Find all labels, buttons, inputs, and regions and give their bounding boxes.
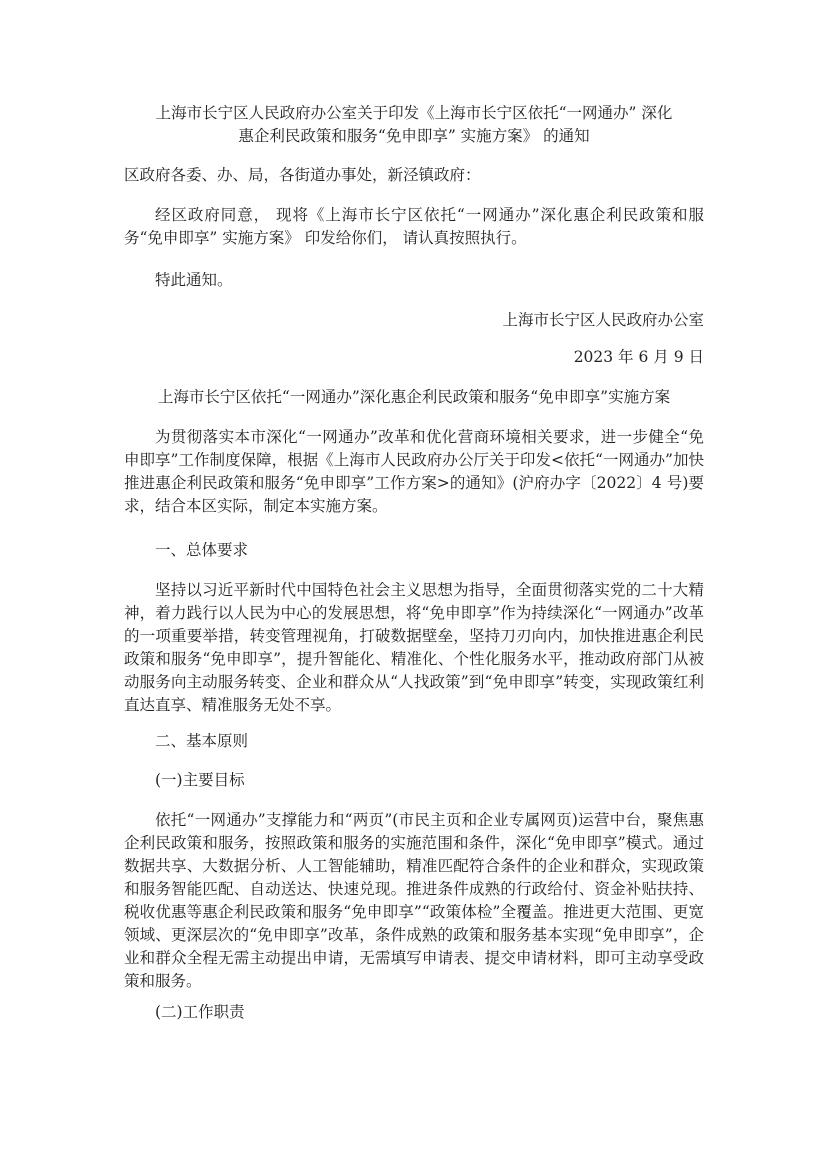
notice-title-line2: 惠企利民政策和服务“免申即享” 实施方案》 的通知: [238, 127, 590, 145]
notice-title: [124, 102, 704, 148]
signature: 上海市长宁区人民政府办公室: [502, 311, 704, 329]
section1-heading: 一、总体要求: [155, 541, 249, 559]
salutation: 区政府各委、办、局，各街道办事处，新泾镇政府：: [124, 166, 481, 184]
notice-closing: 特此通知。: [155, 271, 233, 289]
sub1-heading: (一)主要目标: [155, 771, 245, 789]
plan-title: 上海市长宁区依托“一网通办”深化惠企利民政策和服务“免申即享”实施方案: [157, 388, 671, 406]
plan-intro: 为贯彻落实本市深化“一网通办”改革和优化营商环境相关要求，进一步健全“免申即享”工作制度保障，根据《上海市人民政府办公厅关于印发<依托“一网通办”加快推进惠企利民政策和服务“免申即享”工作方案>的通知》(沪府办字〔2022〕4 号)要求，结合本区实际，制定本实施方案。: [124, 428, 704, 515]
section2-heading: 二、基本原则: [155, 732, 249, 750]
section1-body: 坚持以习近平新时代中国特色社会主义思想为指导，全面贯彻落实党的二十大精神，着力践行以人民为中心的发展思想，将“免申即享”作为持续深化“一网通办”改革的一项重要举措，转变管理视角，打破数据壁垒，坚持刀刃向内，加快推进惠企利民政策和服务“免申即享”，提升智能化、精准化、个性化服务水平，推动政府部门从被动服务向主动服务转变、企业和群众从“人找政策”到“免申即享”转变，实现政策红利直达直享、精准服务无处不享。: [124, 581, 704, 714]
notice-title-line1: 上海市长宁区人民政府办公室关于印发《上海市长宁区依托“一网通办” 深化: [155, 104, 673, 122]
notice-date: 2023 年 6 月 9 日: [573, 348, 704, 366]
sub2-heading: (二)工作职责: [155, 1003, 245, 1021]
sub1-body: 依托“一网通办”支撑能力和“两页”(市民主页和企业专属网页)运营中台，聚焦惠企利民政策和服务，按照政策和服务的实施范围和条件，深化“免申即享”模式。通过数据共享、大数据分析、人工智能辅助，精准匹配符合条件的企业和群众，实现政策和服务智能匹配、自动送达、快速兑现。推进条件成熟的行政给付、资金补贴扶持、税收优惠等惠企利民政策和服务“免申即享”“政策体检”全覆盖。推进更大范围、更宽领域、更深层次的“免申即享”改革，条件成熟的政策和服务基本实现“免申即享”，企业和群众全程无需主动提出申请，无需填写申请表、提交申请材料，即可主动享受政策和服务。: [124, 811, 704, 990]
notice-body: 经区政府同意， 现将《上海市长宁区依托“一网通办”深化惠企利民政策和服务“免申即享” 实施方案》 印发给你们， 请认真按照执行。: [124, 206, 704, 247]
